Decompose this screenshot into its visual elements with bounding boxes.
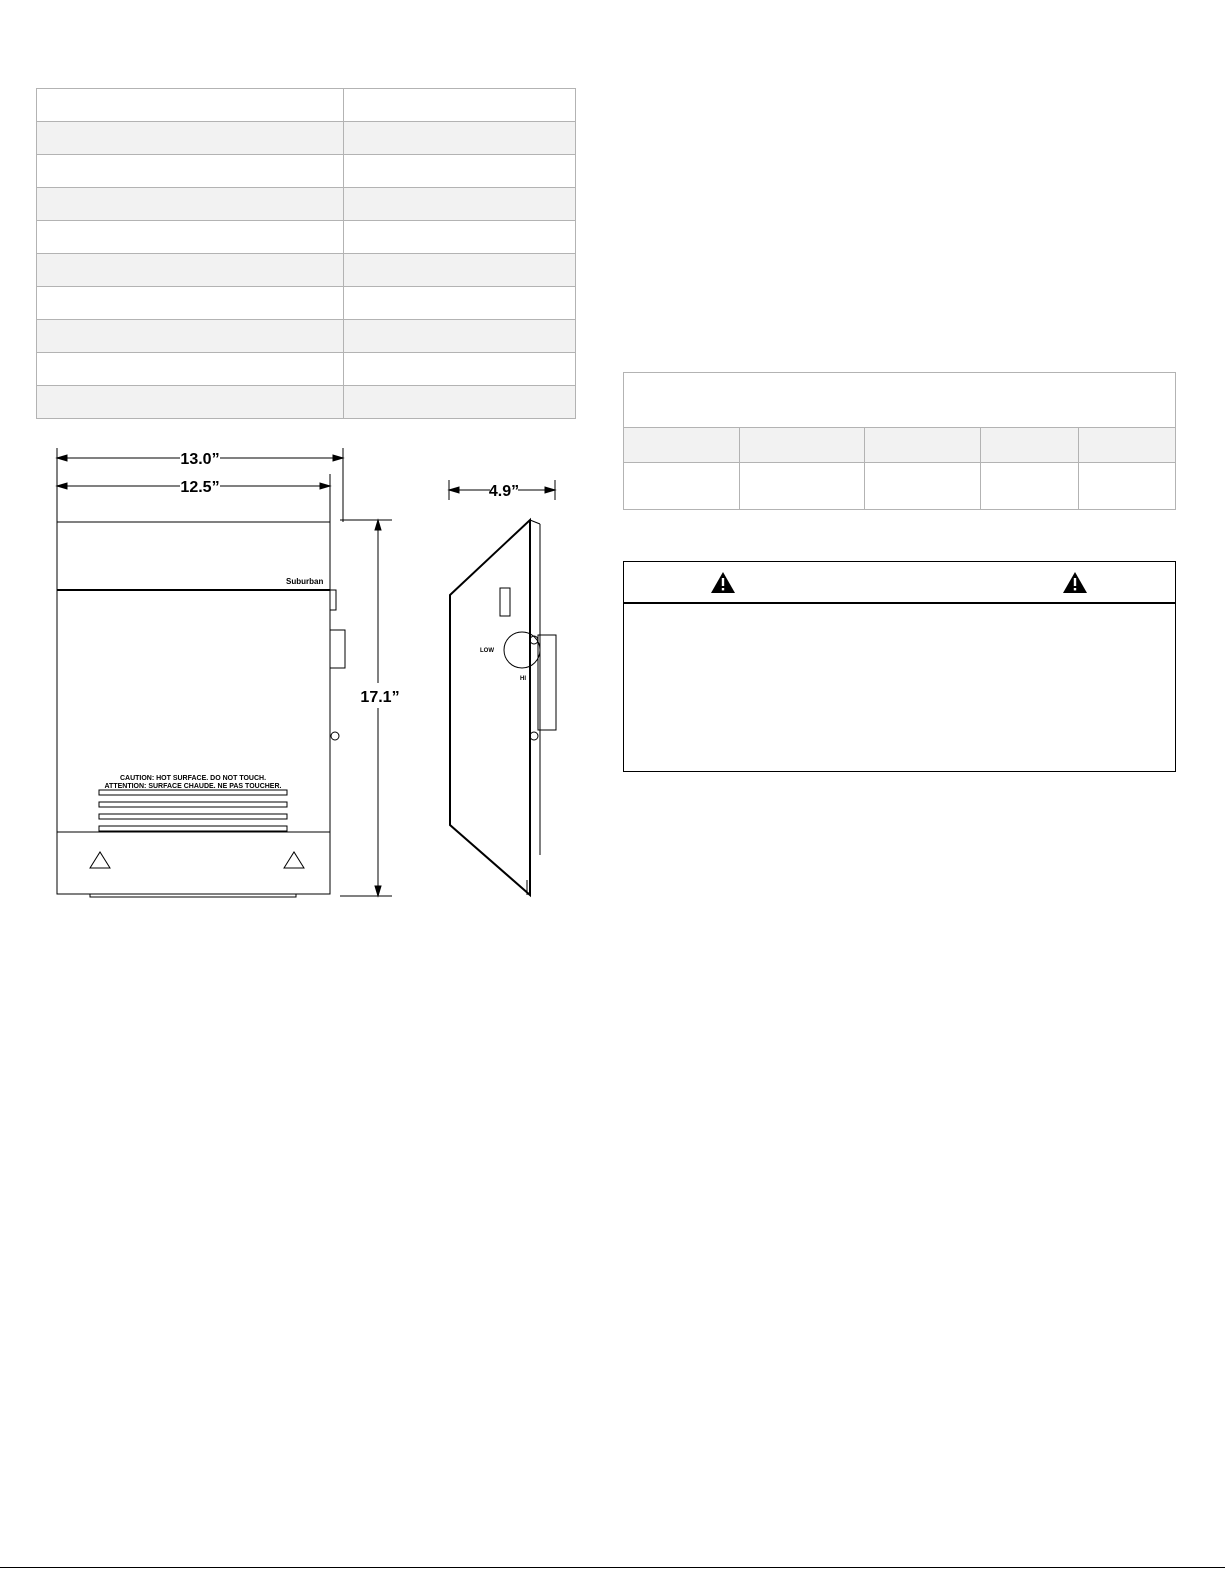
overall-width-label: 13.0” — [180, 451, 220, 468]
table-row — [37, 221, 576, 254]
table-row — [624, 463, 1176, 510]
warning-header — [624, 562, 1175, 604]
table-header-row — [624, 428, 1176, 463]
warning-triangle-icon — [1062, 571, 1088, 594]
table-row — [37, 386, 576, 419]
warning-triangle-icon — [710, 571, 736, 594]
table-row — [37, 155, 576, 188]
table-row — [37, 122, 576, 155]
height-label: 17.1” — [360, 689, 400, 706]
depth-label: 4.9” — [488, 483, 520, 500]
caution-label: CAUTION: HOT SURFACE. DO NOT TOUCH. — [119, 775, 267, 782]
table-row — [37, 89, 576, 122]
footer-rule — [0, 1567, 1225, 1568]
knob-hi-label: HI — [520, 676, 526, 682]
attention-label: ATTENTION: SURFACE CHAUDE. NE PAS TOUCHER. — [104, 783, 282, 790]
specifications-table — [36, 88, 576, 419]
table-row — [37, 287, 576, 320]
table-row — [37, 320, 576, 353]
dimension-drawing — [40, 440, 570, 910]
knob-low-label: LOW — [480, 648, 494, 654]
table-title-row — [624, 373, 1176, 428]
brand-logo: Suburban — [286, 577, 324, 586]
table-row — [37, 353, 576, 386]
table-row — [37, 254, 576, 287]
body-width-label: 12.5” — [180, 479, 220, 496]
table-row — [37, 188, 576, 221]
warning-box — [623, 561, 1176, 772]
model-table — [623, 372, 1176, 510]
